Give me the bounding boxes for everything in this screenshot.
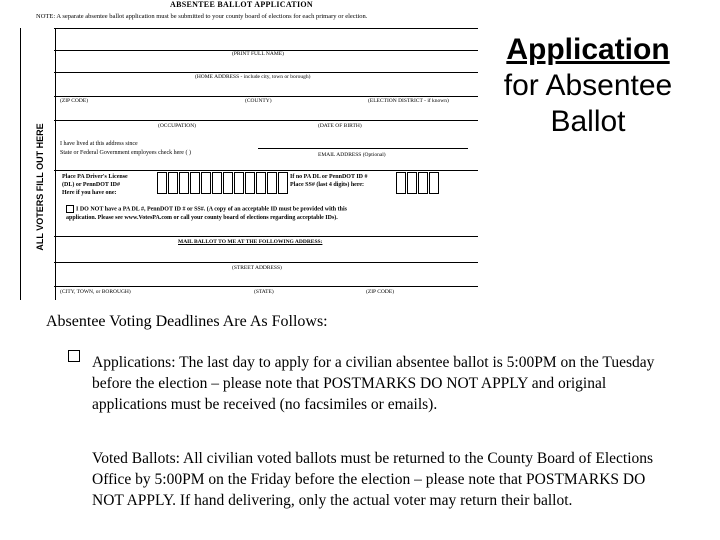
no-id-line-2: application. Please see www.VotesPA.com or call your county board of elections regarding acceptable IDs).: [66, 215, 338, 221]
ssn-digit-boxes[interactable]: [396, 172, 439, 194]
lived-since-text: I have lived at this address since: [60, 141, 138, 147]
applications-paragraph: Applications: The last day to apply for a civilian absentee ballot is 5:00PM on the Tuesday before the election – please note that POSTMARKS DO NOT APPLY and original applications must be received (no facsimiles or emails).: [92, 354, 655, 413]
pa-id-line-2: (DL) or PennDOT ID#: [62, 182, 120, 188]
form-sidebar: [20, 28, 56, 300]
city-label: (CITY, TOWN, or BOROUGH): [60, 289, 131, 295]
form-note: NOTE: A separate absentee ballot application must be submitted to your county board of elections for each primary or election.: [36, 13, 368, 20]
form-rule: [54, 262, 478, 263]
no-id-line-1-text: I DO NOT have a PA DL #, PennDOT ID # or SS#. (A copy of an acceptable ID must be provided with this: [76, 206, 347, 213]
deadlines-heading: Absentee Voting Deadlines Are As Follows:: [46, 313, 328, 330]
pa-id-line-3: Here if you have one:: [62, 190, 117, 196]
voted-ballots-paragraph: Voted Ballots: All civilian voted ballots must be returned to the County Board of Elections Office by 5:00PM on the Friday before the election – please note that POSTMARKS DO NOT APPLY. If hand delivering, only the actual voter may return their ballot.: [92, 450, 654, 509]
zip-code-label: (ZIP CODE): [60, 98, 89, 104]
form-rule: [54, 286, 478, 287]
form-rule: [54, 96, 478, 97]
slide-title: [482, 32, 694, 140]
form-rule: [54, 120, 478, 121]
slide-title-line-1: Application: [506, 33, 670, 66]
street-address-label: (STREET ADDRESS): [232, 265, 282, 271]
no-pa-line-2: Place SS# (last 4 digits) here:: [290, 182, 365, 188]
occupation-label: (OCCUPATION): [158, 123, 196, 129]
email-label: EMAIL ADDRESS (Optional): [318, 152, 386, 158]
no-id-checkbox[interactable]: [66, 205, 74, 213]
county-label: (COUNTY): [245, 98, 272, 104]
date-of-birth-label: (DATE OF BIRTH): [318, 123, 362, 129]
no-id-line-1: [66, 205, 347, 214]
form-rule: [54, 72, 478, 73]
state-label: (STATE): [254, 289, 274, 295]
pa-id-line-1: Place PA Driver's License: [62, 174, 128, 180]
home-address-label: (HOME ADDRESS - include city, town or borough): [195, 74, 311, 80]
no-pa-line-1: If no PA DL or PennDOT ID #: [290, 174, 368, 180]
slide-title-line-2: for Absentee: [503, 69, 673, 102]
zip-code-2-label: (ZIP CODE): [366, 289, 395, 295]
mail-ballot-heading: MAIL BALLOT TO ME AT THE FOLLOWING ADDRESS:: [178, 239, 323, 245]
slide-title-line-3: Ballot: [550, 105, 626, 138]
pa-id-digit-boxes[interactable]: [157, 172, 288, 194]
form-title: ABSENTEE BALLOT APPLICATION: [170, 0, 313, 9]
election-district-label: (ELECTION DISTRICT - if known): [368, 98, 449, 104]
print-full-name-label: (PRINT FULL NAME): [232, 51, 284, 57]
form-rule: [54, 170, 478, 171]
form-rule: [54, 236, 478, 237]
form-rule: [54, 28, 478, 29]
form-rule: [258, 148, 468, 149]
sidebar-label: ALL VOTERS FILL OUT HERE: [35, 123, 45, 251]
federal-employee-text: State or Federal Government employees check here ( ): [60, 150, 191, 156]
applications-checkbox: [68, 350, 80, 362]
